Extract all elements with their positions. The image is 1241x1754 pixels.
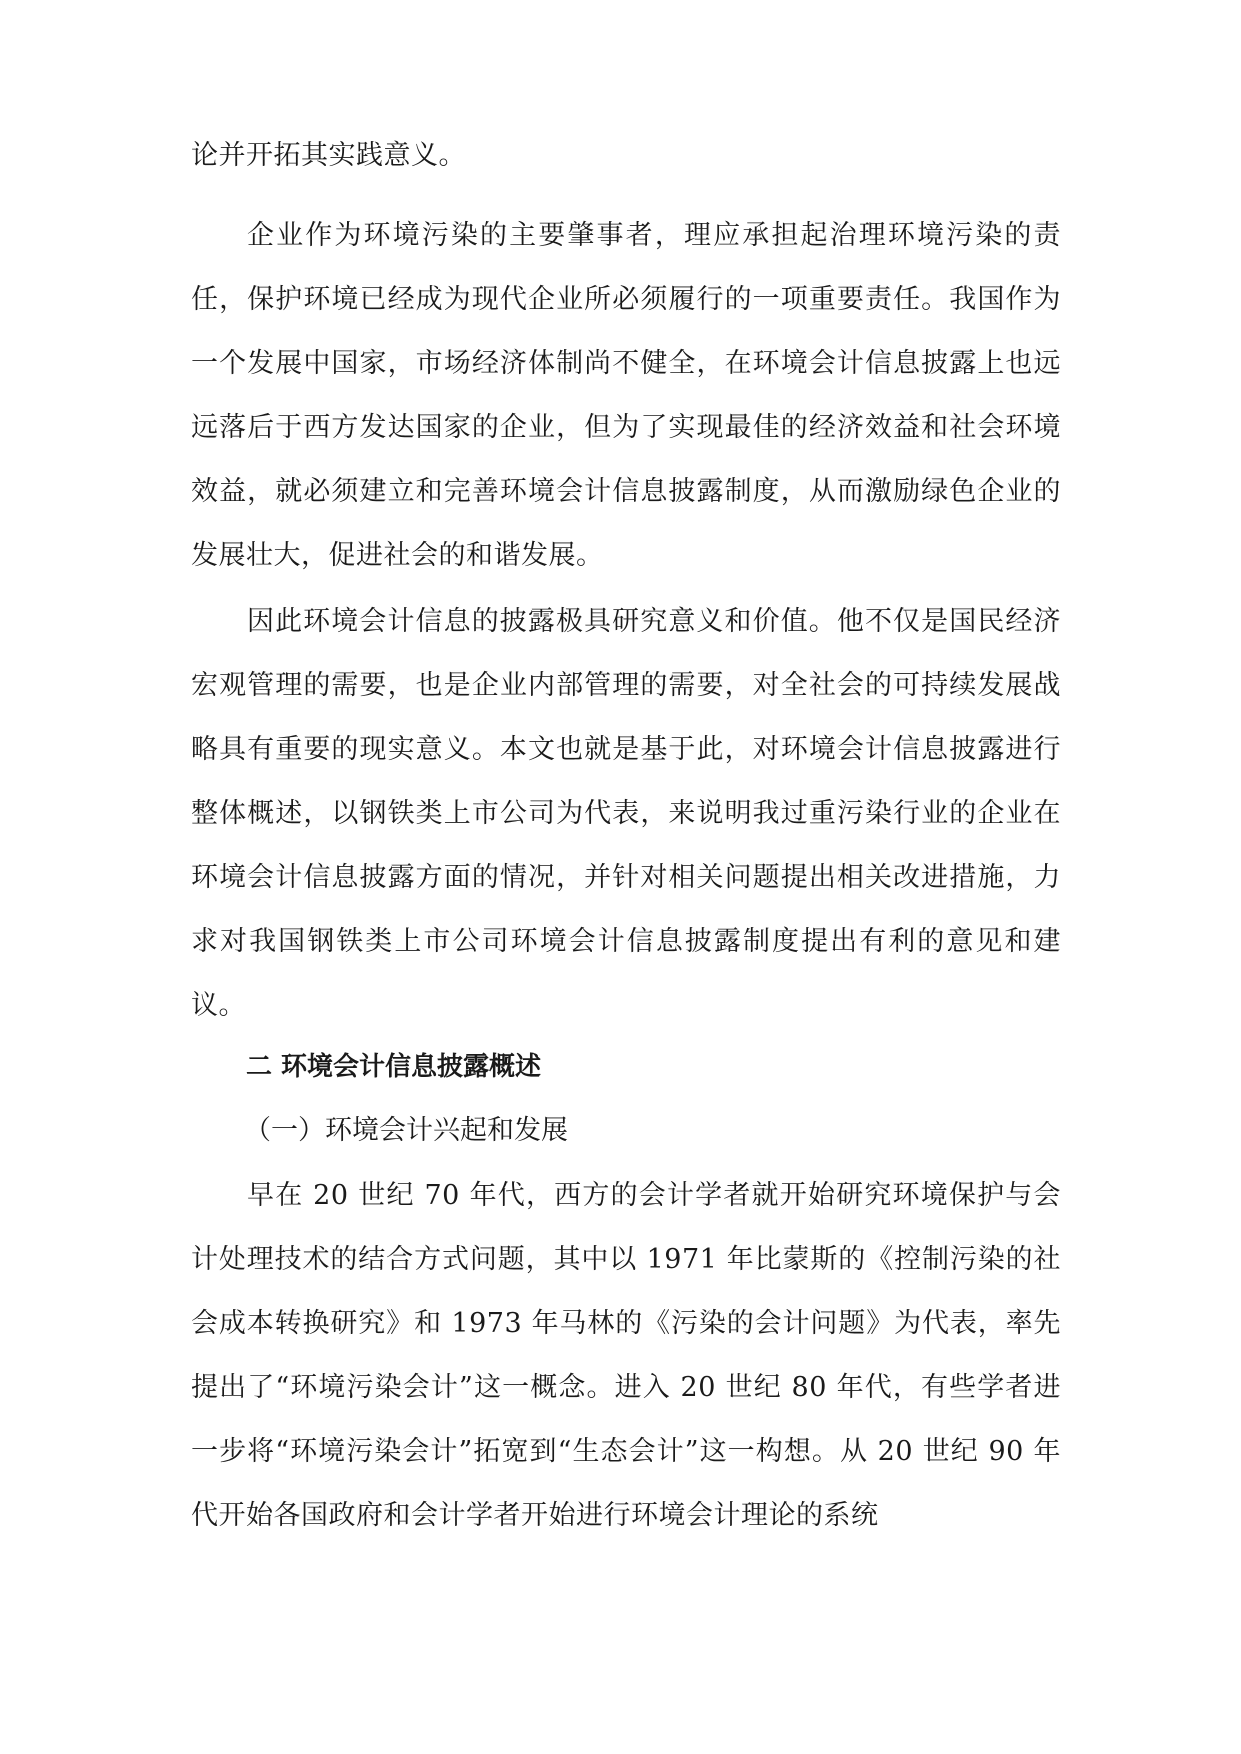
subsection-heading: （一）环境会计兴起和发展 [244, 1115, 568, 1146]
paragraph-history: 早在 20 世纪 70 年代，西方的会计学者就开始研究环境保护与会计处理技术的结合方式问题，其中以 1971 年比蒙斯的《控制污染的社会成本转换研究》和 1973 年马林的《污染的会计问题》为代表，率先提出了“环境污染会计”这一概念。进入 20 世纪 80 年代，有些学者进一步将“环境污染会计”拓宽到“生态会计”这一构想。从 20 世纪 90 年代开始各国政府和会计学者开始进行环境会计理论的系统 [191, 1180, 1061, 1531]
section-heading: 二 环境会计信息披露概述 [246, 1052, 542, 1082]
paragraph-enterprise-responsibility: 企业作为环境污染的主要肇事者，理应承担起治理环境污染的责任，保护环境已经成为现代企业所必须履行的一项重要责任。我国作为一个发展中国家，市场经济体制尚不健全，在环境会计信息披露上也远远落后于西方发达国家的企业，但为了实现最佳的经济效益和社会环境效益，就必须建立和完善环境会计信息披露制度，从而激励绿色企业的发展壮大，促进社会的和谐发展。 [191, 220, 1061, 571]
paragraph-continuation: 论并开拓其实践意义。 [191, 140, 466, 171]
paragraph-research-significance: 因此环境会计信息的披露极具研究意义和价值。他不仅是国民经济宏观管理的需要，也是企业内部管理的需要，对全社会的可持续发展战略具有重要的现实意义。本文也就是基于此，对环境会计信息披露进行整体概述，以钢铁类上市公司为代表，来说明我过重污染行业的企业在环境会计信息披露方面的情况，并针对相关问题提出相关改进措施，力求对我国钢铁类上市公司环境会计信息披露制度提出有利的意见和建议。 [191, 606, 1061, 1021]
